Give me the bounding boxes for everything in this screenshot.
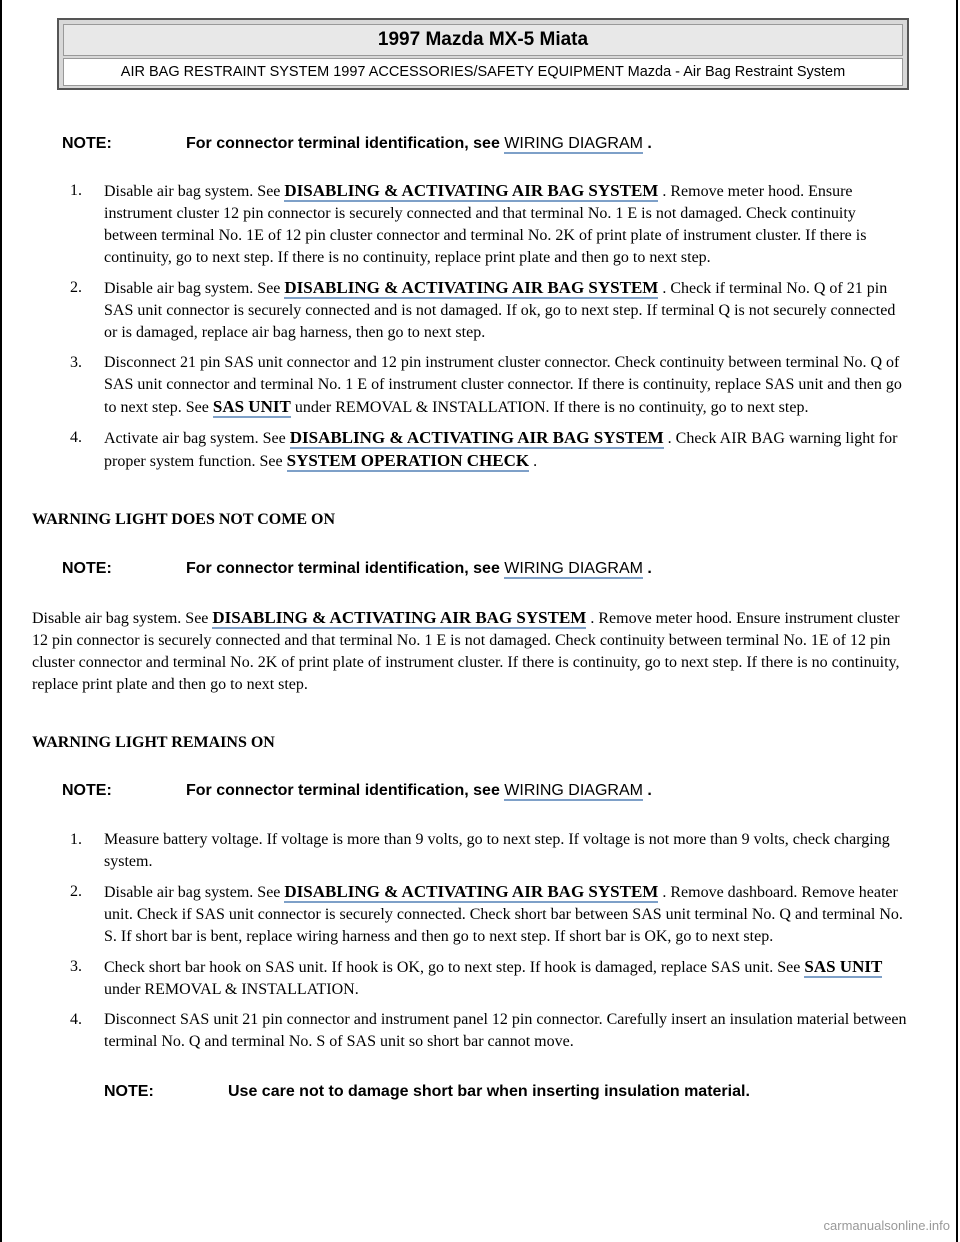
disabling-link[interactable]: DISABLING & ACTIVATING AIR BAG SYSTEM [284, 882, 659, 901]
disabling-link[interactable]: DISABLING & ACTIVATING AIR BAG SYSTEM [289, 428, 664, 447]
note-last-text: Use care not to damage short bar when inserting insulation material. [228, 1083, 750, 1100]
list-item: 2. Disable air bag system. See DISABLING & ACTIVATING AIR BAG SYSTEM . Remove dashboard. Remove heater unit. Check if SAS unit connector is securely connected. Check short bar between SAS unit terminal No. Q and terminal No. S. If short bar is bent, replace wiring harness and then go to next step. If short bar is OK, go to next step. [70, 882, 903, 945]
disabling-link[interactable]: DISABLING & ACTIVATING AIR BAG SYSTEM [284, 278, 659, 297]
list-item: 3. Check short bar hook on SAS unit. If hook is OK, go to next step. If hook is damaged, replace SAS unit. See SAS UNIT under REMOVAL & INSTALLATION. [70, 957, 883, 998]
list-item: 1. Measure battery voltage. If voltage is more than 9 volts, go to next step. If voltage is not more than 9 volts, check charging system. [70, 831, 890, 870]
disabling-link[interactable]: DISABLING & ACTIVATING AIR BAG SYSTEM [212, 608, 587, 627]
sas-unit-link[interactable]: SAS UNIT [212, 397, 291, 416]
watermark: carmanualsonline.info [823, 1218, 950, 1233]
wiring-diagram-link[interactable]: WIRING DIAGRAM [504, 560, 643, 577]
wiring-diagram-link[interactable]: WIRING DIAGRAM [504, 782, 643, 799]
note-text: For connector terminal identification, see WIRING DIAGRAM . [186, 135, 652, 152]
steps-list-1 [70, 180, 910, 481]
disabling-link[interactable]: DISABLING & ACTIVATING AIR BAG SYSTEM [284, 181, 659, 200]
list-item: 3. Disconnect 21 pin SAS unit connector and 12 pin instrument cluster connector. Check continuity between terminal No. Q of SAS unit connector and terminal No. 1 E of instrument cluster connector. If there is continuity, replace SAS unit and then go to next step. See SAS UNIT under REMOVAL & INSTALLATION. If there is no continuity, go to next step. [70, 354, 902, 416]
document-subtitle: AIR BAG RESTRAINT SYSTEM 1997 ACCESSORIES/SAFETY EQUIPMENT Mazda - Air Bag Restraint System [63, 58, 903, 86]
document-header [57, 18, 909, 90]
heading-remains-on: WARNING LIGHT REMAINS ON [32, 734, 275, 751]
system-check-link[interactable]: SYSTEM OPERATION CHECK [286, 451, 530, 470]
wiring-diagram-link[interactable]: WIRING DIAGRAM [504, 135, 643, 152]
list-item: 1. Disable air bag system. See DISABLING & ACTIVATING AIR BAG SYSTEM . Remove meter hood. Ensure instrument cluster 12 pin connector is securely connected and that terminal No. 1 E is not damaged. Check continuity between terminal No. 1E of 12 pin cluster connector and terminal No. 2K of print plate of instrument cluster. If there is continuity, go to next step. If there is no continuity, replace print plate and then go to next step. [70, 181, 867, 266]
document-title: 1997 Mazda MX-5 Miata [63, 24, 903, 56]
list-item: 2. Disable air bag system. See DISABLING & ACTIVATING AIR BAG SYSTEM . Check if terminal No. Q of 21 pin SAS unit connector is securely connected and is not damaged. If ok, go to next step. If terminal Q is not securely connected or is damaged, replace air bag harness, then go to next step. [70, 278, 896, 341]
steps-list-3 [70, 829, 910, 1061]
list-item: 4. Disconnect SAS unit 21 pin connector and instrument panel 12 pin connector. Carefully insert an insulation material between terminal No. Q and terminal No. S of SAS unit so short bar cannot move. [70, 1011, 907, 1050]
paragraph-not-on: Disable air bag system. See DISABLING & ACTIVATING AIR BAG SYSTEM . Remove meter hood. Ensure instrument cluster 12 pin connector is securely connected and that terminal No. 1 E is not damaged. Check continuity between terminal No. 1E of 12 pin cluster connector and terminal No. 2K of print plate of instrument cluster. If there is continuity, go to next step. If there is no continuity, replace print plate and then go to next step. [32, 608, 900, 693]
note-label: NOTE: [62, 135, 112, 152]
heading-not-on: WARNING LIGHT DOES NOT COME ON [32, 511, 336, 528]
list-item: 4. Activate air bag system. See DISABLING & ACTIVATING AIR BAG SYSTEM . Check AIR BAG warning light for proper system function. See SYSTEM OPERATION CHECK . [70, 428, 898, 470]
sas-unit-link[interactable]: SAS UNIT [804, 957, 883, 976]
